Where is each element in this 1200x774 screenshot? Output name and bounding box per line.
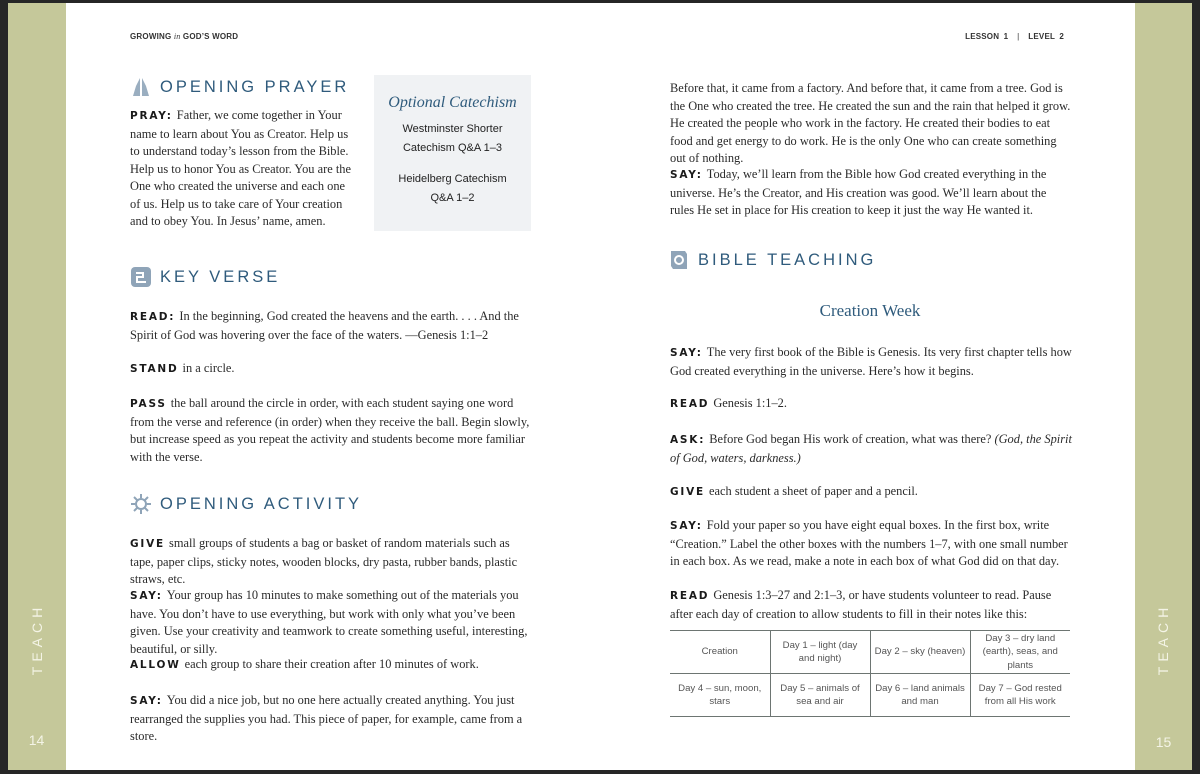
pass-paragraph: PASS the ball around the circle in order, with each student saying one word from the verse and reference (in order) when they receive the ball. Begin slowly, but increase speed as you repeat the activity and students become more familiar with the verse. — [130, 396, 530, 464]
read-paragraph: READ Genesis 1:3–27 and 2:1–3, or have students volunteer to read. Pause after each day of creation to allow students to fill in their notes like this: — [670, 588, 1052, 621]
section-tab-label: TEACH — [1155, 602, 1171, 676]
give-paragraph: GIVE each student a sheet of paper and a pencil. — [670, 484, 918, 498]
optional-catechism-box — [374, 75, 531, 231]
section-tab-strip — [8, 3, 66, 770]
say-paragraph: SAY: You did a nice job, but no one here actually created anything. You just rearranged the supplies you had. This piece of paper, for example, came from a store. — [130, 693, 523, 743]
table-cell: Day 6 – land animals and man — [870, 674, 970, 717]
running-head: GROWING in GOD’S WORD — [130, 32, 239, 41]
ask-paragraph: ASK: Before God began His work of creation, what was there? (God, the Spirit of God, waters, darkness.) — [670, 432, 1072, 465]
table-row — [670, 674, 1070, 717]
opening-activity-heading: OPENING ACTIVITY — [130, 493, 362, 515]
running-head: LESSON 1 | LEVEL 2 — [965, 32, 1064, 41]
section-tab-strip — [1135, 3, 1192, 770]
catechism-item: Westminster Shorter Catechism Q&A 1–3 — [402, 123, 503, 154]
table-cell: Day 2 – sky (heaven) — [870, 631, 970, 674]
continued-paragraph: Before that, it came from a factory. And before that, it came from a tree. God is the One who created the tree. He created the sun and the rain that helped it grow. He created the people who work in the factory. He created their bodies to eat food and get energy to do work. He is the only One who can create something out of nothing. — [670, 81, 1071, 165]
page-number: 15 — [1155, 734, 1172, 750]
bible-icon — [130, 266, 152, 288]
give-paragraph: GIVE small groups of students a bag or basket of random materials such as tape, paper clips, sticky notes, wooden blocks, dry pasta, rubber bands, plastic straws, etc. — [130, 536, 518, 586]
opening-prayer-heading: OPENING PRAYER — [130, 76, 349, 98]
scroll-icon — [668, 249, 690, 271]
say-paragraph: SAY: Your group has 10 minutes to make something out of the materials you have. You don’t have to use everything, but work with only what you’ve been given. Use your creativity and teamwork to create something useful, interesting, beautiful, or silly. — [130, 588, 528, 656]
table-cell: Creation — [670, 631, 770, 674]
read-paragraph: READ Genesis 1:1–2. — [670, 396, 787, 410]
table-cell: Day 3 – dry land (earth), seas, and plants — [970, 631, 1070, 674]
bible-teaching-heading: BIBLE TEACHING — [668, 249, 876, 271]
table-cell: Day 5 – animals of sea and air — [770, 674, 870, 717]
allow-paragraph: ALLOW each group to share their creation after 10 minutes of work. — [130, 657, 479, 671]
page-number: 14 — [28, 732, 45, 748]
key-verse-heading: KEY VERSE — [130, 266, 280, 288]
left-page — [8, 3, 600, 770]
table-cell: Day 1 – light (day and night) — [770, 631, 870, 674]
say-paragraph: SAY: The very first book of the Bible is Genesis. Its very first chapter tells how God created everything in the universe. Here’s how it begins. — [670, 345, 1072, 378]
stand-paragraph: STAND in a circle. — [130, 361, 235, 375]
sun-icon — [130, 493, 152, 515]
catechism-title: Optional Catechism — [388, 94, 517, 111]
section-tab-label: TEACH — [29, 602, 45, 676]
table-cell: Day 7 – God rested from all His work — [970, 674, 1070, 717]
right-page — [600, 3, 1192, 770]
table-cell: Day 4 – sun, moon, stars — [670, 674, 770, 717]
table-row — [670, 631, 1070, 674]
catechism-item: Heidelberg Catechism Q&A 1–2 — [398, 173, 507, 204]
say-paragraph: SAY: Fold your paper so you have eight equal boxes. In the first box, write “Creation.” Label the other boxes with the numbers 1–7, with one small number in each box. As we read, make a note in each box of what God did on that day. — [670, 518, 1068, 568]
pray-paragraph: PRAY: Father, we come together in Your name to learn about You as Creator. Help us to understand today’s lesson from the Bible. Help us to honor You as Creator. You are the One who created the universe and each one of us. Help us to take care of Your creation and to obey You. In Jesus’ name, amen. — [130, 108, 351, 228]
creation-week-title: Creation Week — [819, 301, 921, 320]
praying-hands-icon — [130, 76, 152, 98]
read-paragraph: READ: In the beginning, God created the heavens and the earth. . . . And the Spirit of God was hovering over the face of the waters. —Genesis 1:1–2 — [130, 309, 519, 342]
say-paragraph: SAY: Today, we’ll learn from the Bible how God created everything in the universe. He’s the Creator, and His creation was good. We’ll learn about the rules He set in place for His creation to keep it just the way He wanted it. — [670, 167, 1047, 217]
creation-days-table — [670, 630, 1070, 717]
